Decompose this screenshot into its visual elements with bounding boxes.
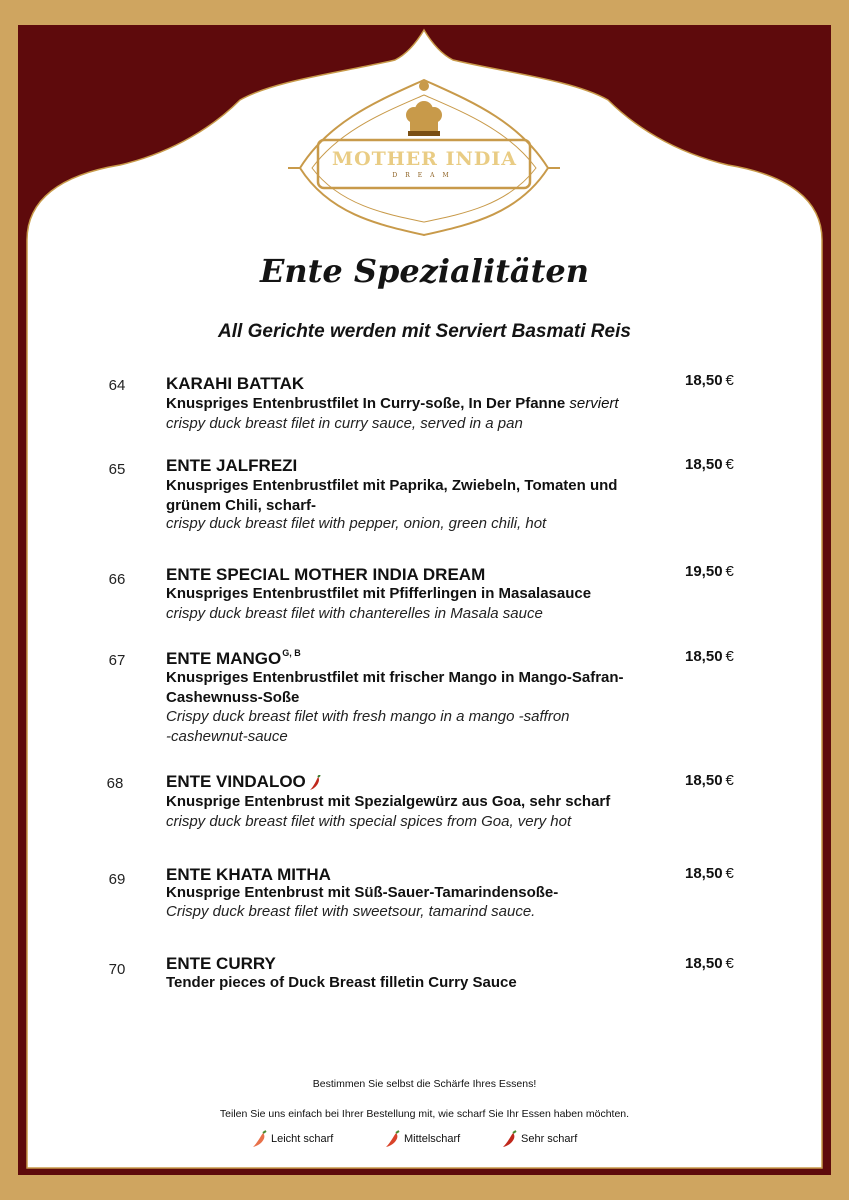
logo-sub: DREAM [392,172,457,179]
item-name: ENTE $MANGO^{G, B}$ [166,648,301,668]
item-number: 65 [108,461,126,478]
item-number: 69 [108,871,126,888]
item-desc-en: crispy duck breast filet in curry sauce, served in a pan [166,415,523,432]
item-price: 18,50 € [685,772,734,789]
item-price: 18,50 € [685,955,734,972]
item-name: ENTE JALFREZI [166,456,298,475]
item-number: 67 [108,652,126,669]
item-desc-de: Knuspriges Entenbrustfilet mit frischer Mango in Mango-Safran-Cashewnuss-Soße [166,669,624,706]
item-desc-de: Knusprige Entenbrust mit Spezialgewürz aus Goa, sehr scharf [166,793,611,810]
item-desc-en: crispy duck breast filet with chanterelles in Masala sauce [166,605,543,622]
item-price: 18,50 € [685,865,734,882]
legend-mild: Leicht scharf [250,1130,333,1148]
logo-name: MOTHER INDIA [332,148,517,170]
spice-note-heading: Bestimmen Sie selbst die Schärfe Ihres Essens! [312,1078,537,1090]
chili-hot-icon [500,1130,518,1148]
chili-icon [308,775,322,791]
item-name: ENTE CURRY [166,954,276,973]
item-desc-de: Knuspriges Entenbrustfilet mit Paprika, Zwiebeln, Tomaten und grünem Chili, scharf- [166,477,618,514]
item-number: 64 [108,377,126,394]
page-title: Ente Spezialitäten [259,252,590,290]
page-subtitle: All Gerichte werden mit Serviert Basmati Reis [218,321,631,342]
item-desc-en: crispy duck breast filet with pepper, onion, green chili, hot [166,515,547,532]
item-number: 66 [108,571,126,588]
spice-note-text: Teilen Sie uns einfach bei Ihrer Bestellung mit, wie scharf Sie Ihr Essen haben möchten. [219,1108,630,1120]
item-price: 18,50 € [685,456,734,473]
item-desc-en: Crispy duck breast filet with fresh mango in a mango -saffron -cashewnut-sauce [166,708,570,745]
item-name: KARAHI BATTAK [166,374,305,393]
item-desc-de: Tender pieces of Duck Breast filletin Curry Sauce [166,974,517,991]
item-price: 18,50 € [685,372,734,389]
item-name: ENTE VINDALOO [166,772,322,792]
item-desc-de: Knuspriges Entenbrustfilet mit Pfifferlingen in Masalasauce [166,585,592,602]
item-name: ENTE KHATA MITHA [166,865,331,884]
legend-medium: Mittelscharf [383,1130,460,1148]
item-number: 68 [106,775,124,792]
item-number: 70 [108,961,126,978]
legend-hot: Sehr scharf [500,1130,577,1148]
item-price: 19,50 € [685,563,734,580]
item-desc-en: Crispy duck breast filet with sweetsour, tamarind sauce. [166,903,536,920]
item-desc-en: crispy duck breast filet with special spices from Goa, very hot [166,813,572,830]
item-desc-de: Knuspriges Entenbrustfilet In Curry-soße, In Der Pfanne serviert [166,395,619,412]
chili-medium-icon [383,1130,401,1148]
item-desc-de: Knusprige Entenbrust mit Süß-Sauer-Tamarindensoße- [166,884,559,901]
allergen-marker: G, B [282,648,301,658]
item-name: ENTE SPECIAL MOTHER INDIA DREAM [166,565,486,584]
item-price: 18,50 € [685,648,734,665]
chili-mild-icon [250,1130,268,1148]
